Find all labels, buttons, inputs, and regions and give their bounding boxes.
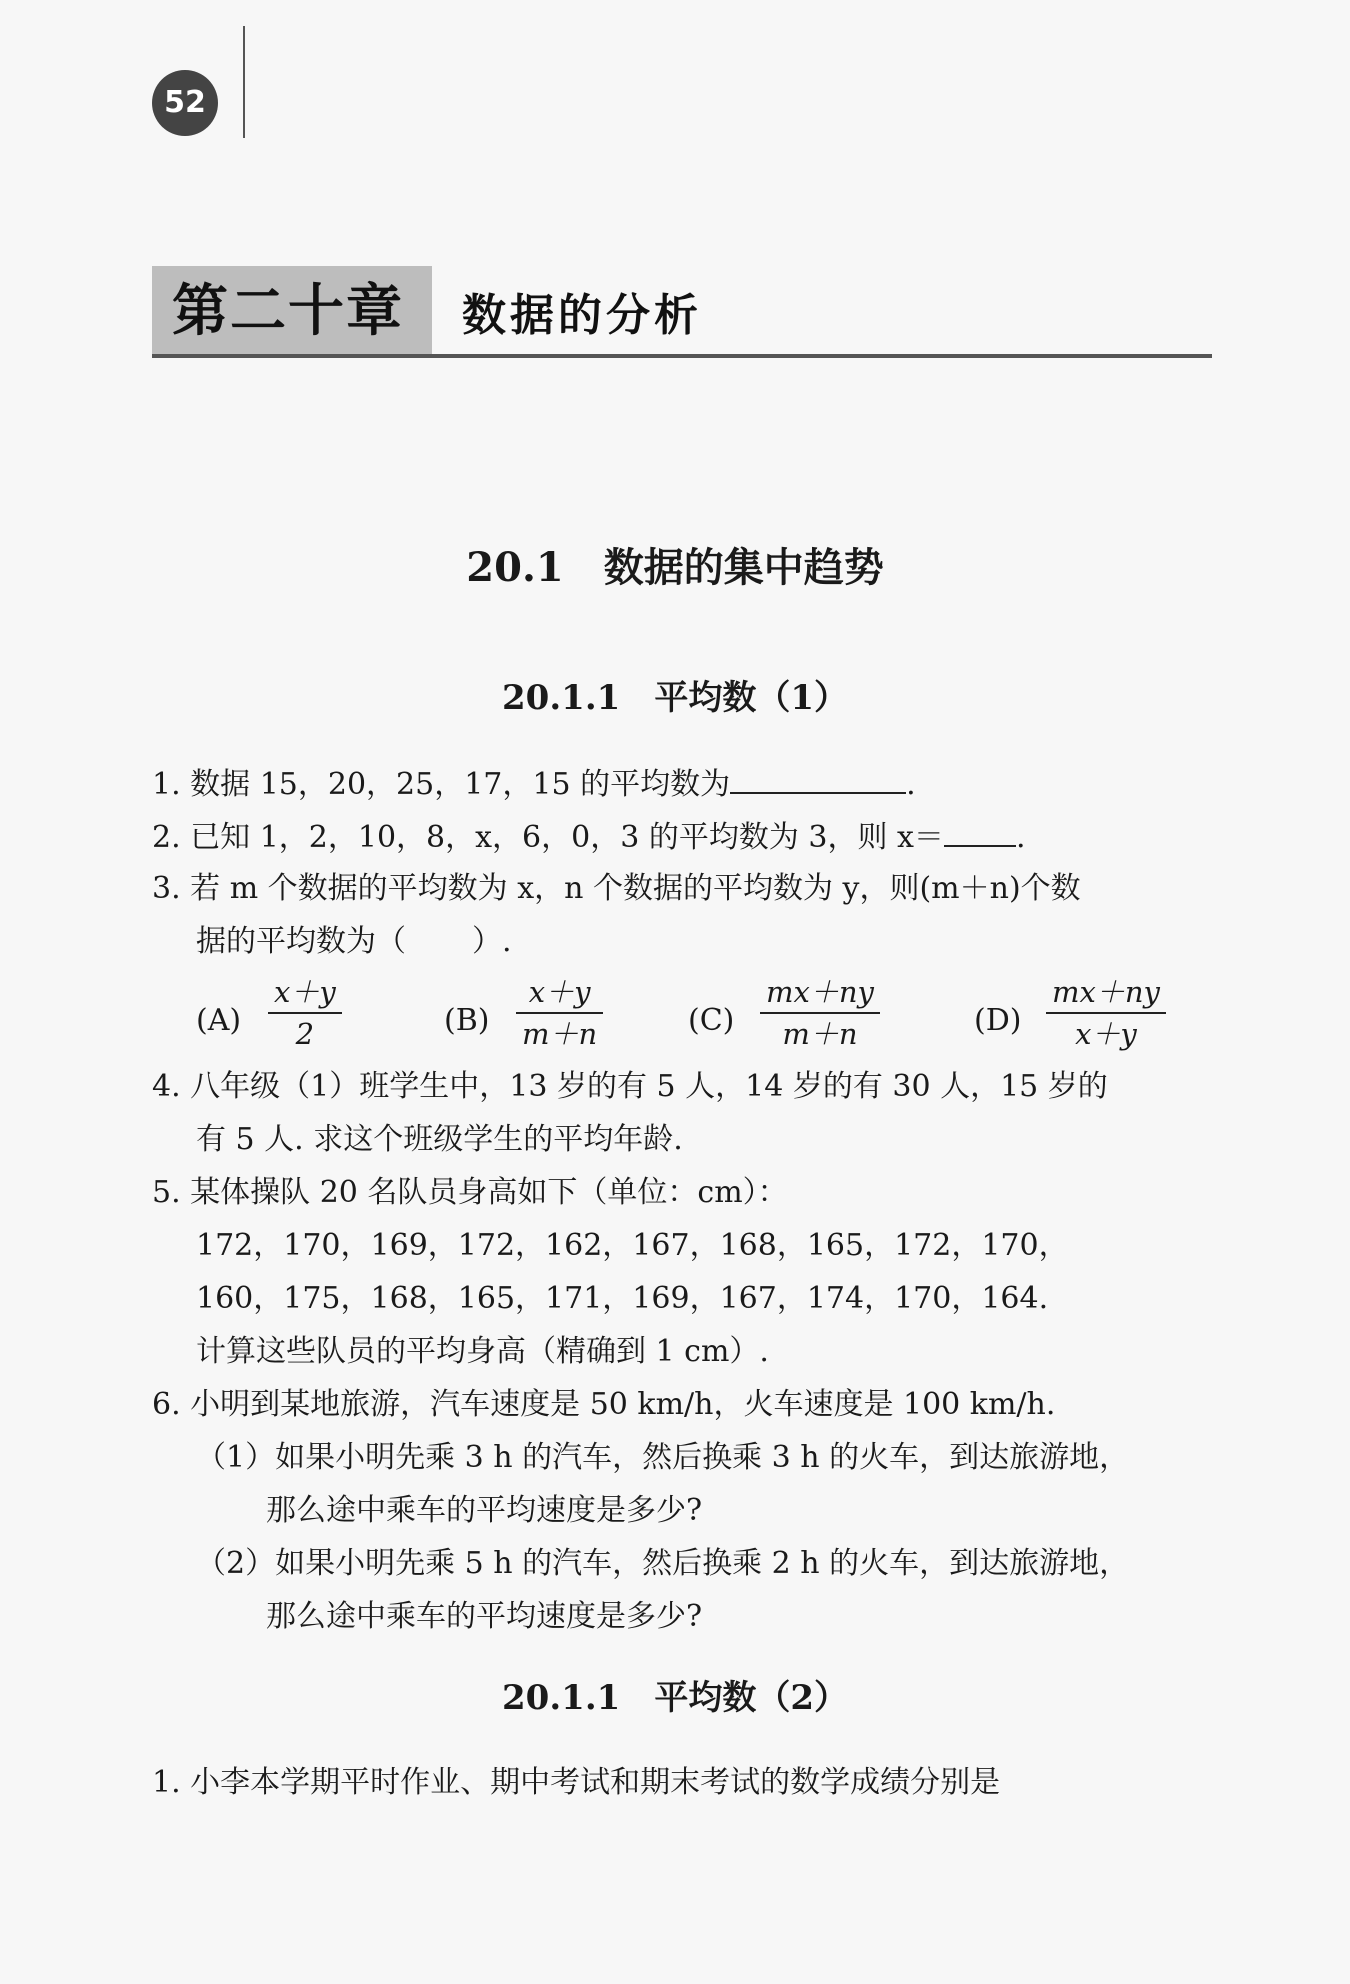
option-b-label: (B)	[444, 1003, 490, 1038]
question-2-end: .	[1015, 820, 1026, 855]
question-3-stem-end: ）.	[472, 924, 512, 959]
part-2-question-1-line-1: 1. 小李本学期平时作业、期中考试和期末考试的数学成绩分别是	[152, 1765, 1001, 1800]
question-5-data-row-1: 172，170，169，172，162，167，168，165，172，170，	[196, 1228, 1069, 1263]
option-d-label: (D)	[974, 1003, 1022, 1038]
option-c	[688, 972, 908, 1062]
question-3-stem: 据的平均数为（	[196, 924, 406, 959]
question-6-part-2-line-2: 那么途中乘车的平均速度是多少?	[266, 1599, 703, 1634]
section-title: 20.1 数据的集中趋势	[466, 544, 884, 591]
option-d-fraction	[1046, 972, 1166, 1054]
option-b-numerator: x＋y	[516, 972, 603, 1014]
question-1	[152, 762, 916, 806]
option-c-numerator: mx＋ny	[760, 972, 880, 1014]
option-a	[196, 972, 376, 1062]
page-number-badge: 52	[152, 70, 218, 136]
option-a-denominator: 2	[295, 1017, 315, 1051]
question-6-part-2-line-1: （2）如果小明先乘 5 h 的汽车，然后换乘 2 h 的火车，到达旅游地，	[196, 1546, 1130, 1581]
answer-blank-2	[944, 815, 1016, 847]
option-a-label: (A)	[196, 1003, 242, 1038]
question-1-end: .	[906, 767, 916, 802]
option-c-fraction	[760, 972, 880, 1054]
question-3-line-1: 3. 若 m 个数据的平均数为 x，n 个数据的平均数为 y，则(m＋n)个数	[152, 871, 1081, 906]
answer-blank-1	[730, 762, 906, 794]
question-6-part-1-line-1: （1）如果小明先乘 3 h 的汽车，然后换乘 3 h 的火车，到达旅游地，	[196, 1440, 1130, 1475]
chapter-underline	[152, 354, 1212, 358]
question-1-text: 1. 数据 15，20，25，17，15 的平均数为	[152, 767, 731, 802]
question-2	[152, 815, 1025, 859]
question-4-line-2: 有 5 人. 求这个班级学生的平均年龄.	[196, 1122, 683, 1157]
question-5-line-4: 计算这些队员的平均身高（精确到 1 cm）.	[196, 1334, 769, 1369]
question-6-part-1-line-2: 那么途中乘车的平均速度是多少?	[266, 1493, 703, 1528]
option-d-denominator: x＋y	[1075, 1017, 1137, 1051]
option-a-fraction	[268, 972, 342, 1054]
option-d	[974, 972, 1194, 1062]
subsection-title-2: 20.1.1 平均数（2）	[502, 1678, 848, 1718]
option-c-denominator: m＋n	[782, 1017, 858, 1051]
question-6-line-1: 6. 小明到某地旅游，汽车速度是 50 km/h，火车速度是 100 km/h.	[152, 1387, 1056, 1422]
chapter-title: 数据的分析	[462, 290, 702, 341]
option-c-label: (C)	[688, 1003, 735, 1038]
question-3-line-2	[196, 921, 512, 963]
question-4-line-1: 4. 八年级（1）班学生中，13 岁的有 5 人，14 岁的有 30 人，15 岁的	[152, 1069, 1108, 1104]
option-b	[444, 972, 624, 1062]
chapter-number: 第二十章	[172, 279, 404, 344]
option-b-denominator: m＋n	[522, 1017, 598, 1051]
subsection-title-1: 20.1.1 平均数（1）	[502, 678, 848, 718]
option-a-numerator: x＋y	[268, 972, 342, 1014]
margin-rule	[243, 26, 245, 138]
question-5-data-row-2: 160，175，168，165，171，169，167，174，170，164.	[196, 1281, 1049, 1316]
question-2-text: 2. 已知 1，2，10，8，x，6，0，3 的平均数为 3，则 x＝	[152, 820, 944, 855]
option-d-numerator: mx＋ny	[1046, 972, 1166, 1014]
question-5-line-1: 5. 某体操队 20 名队员身高如下（单位：cm）：	[152, 1175, 788, 1210]
option-b-fraction	[516, 972, 603, 1054]
